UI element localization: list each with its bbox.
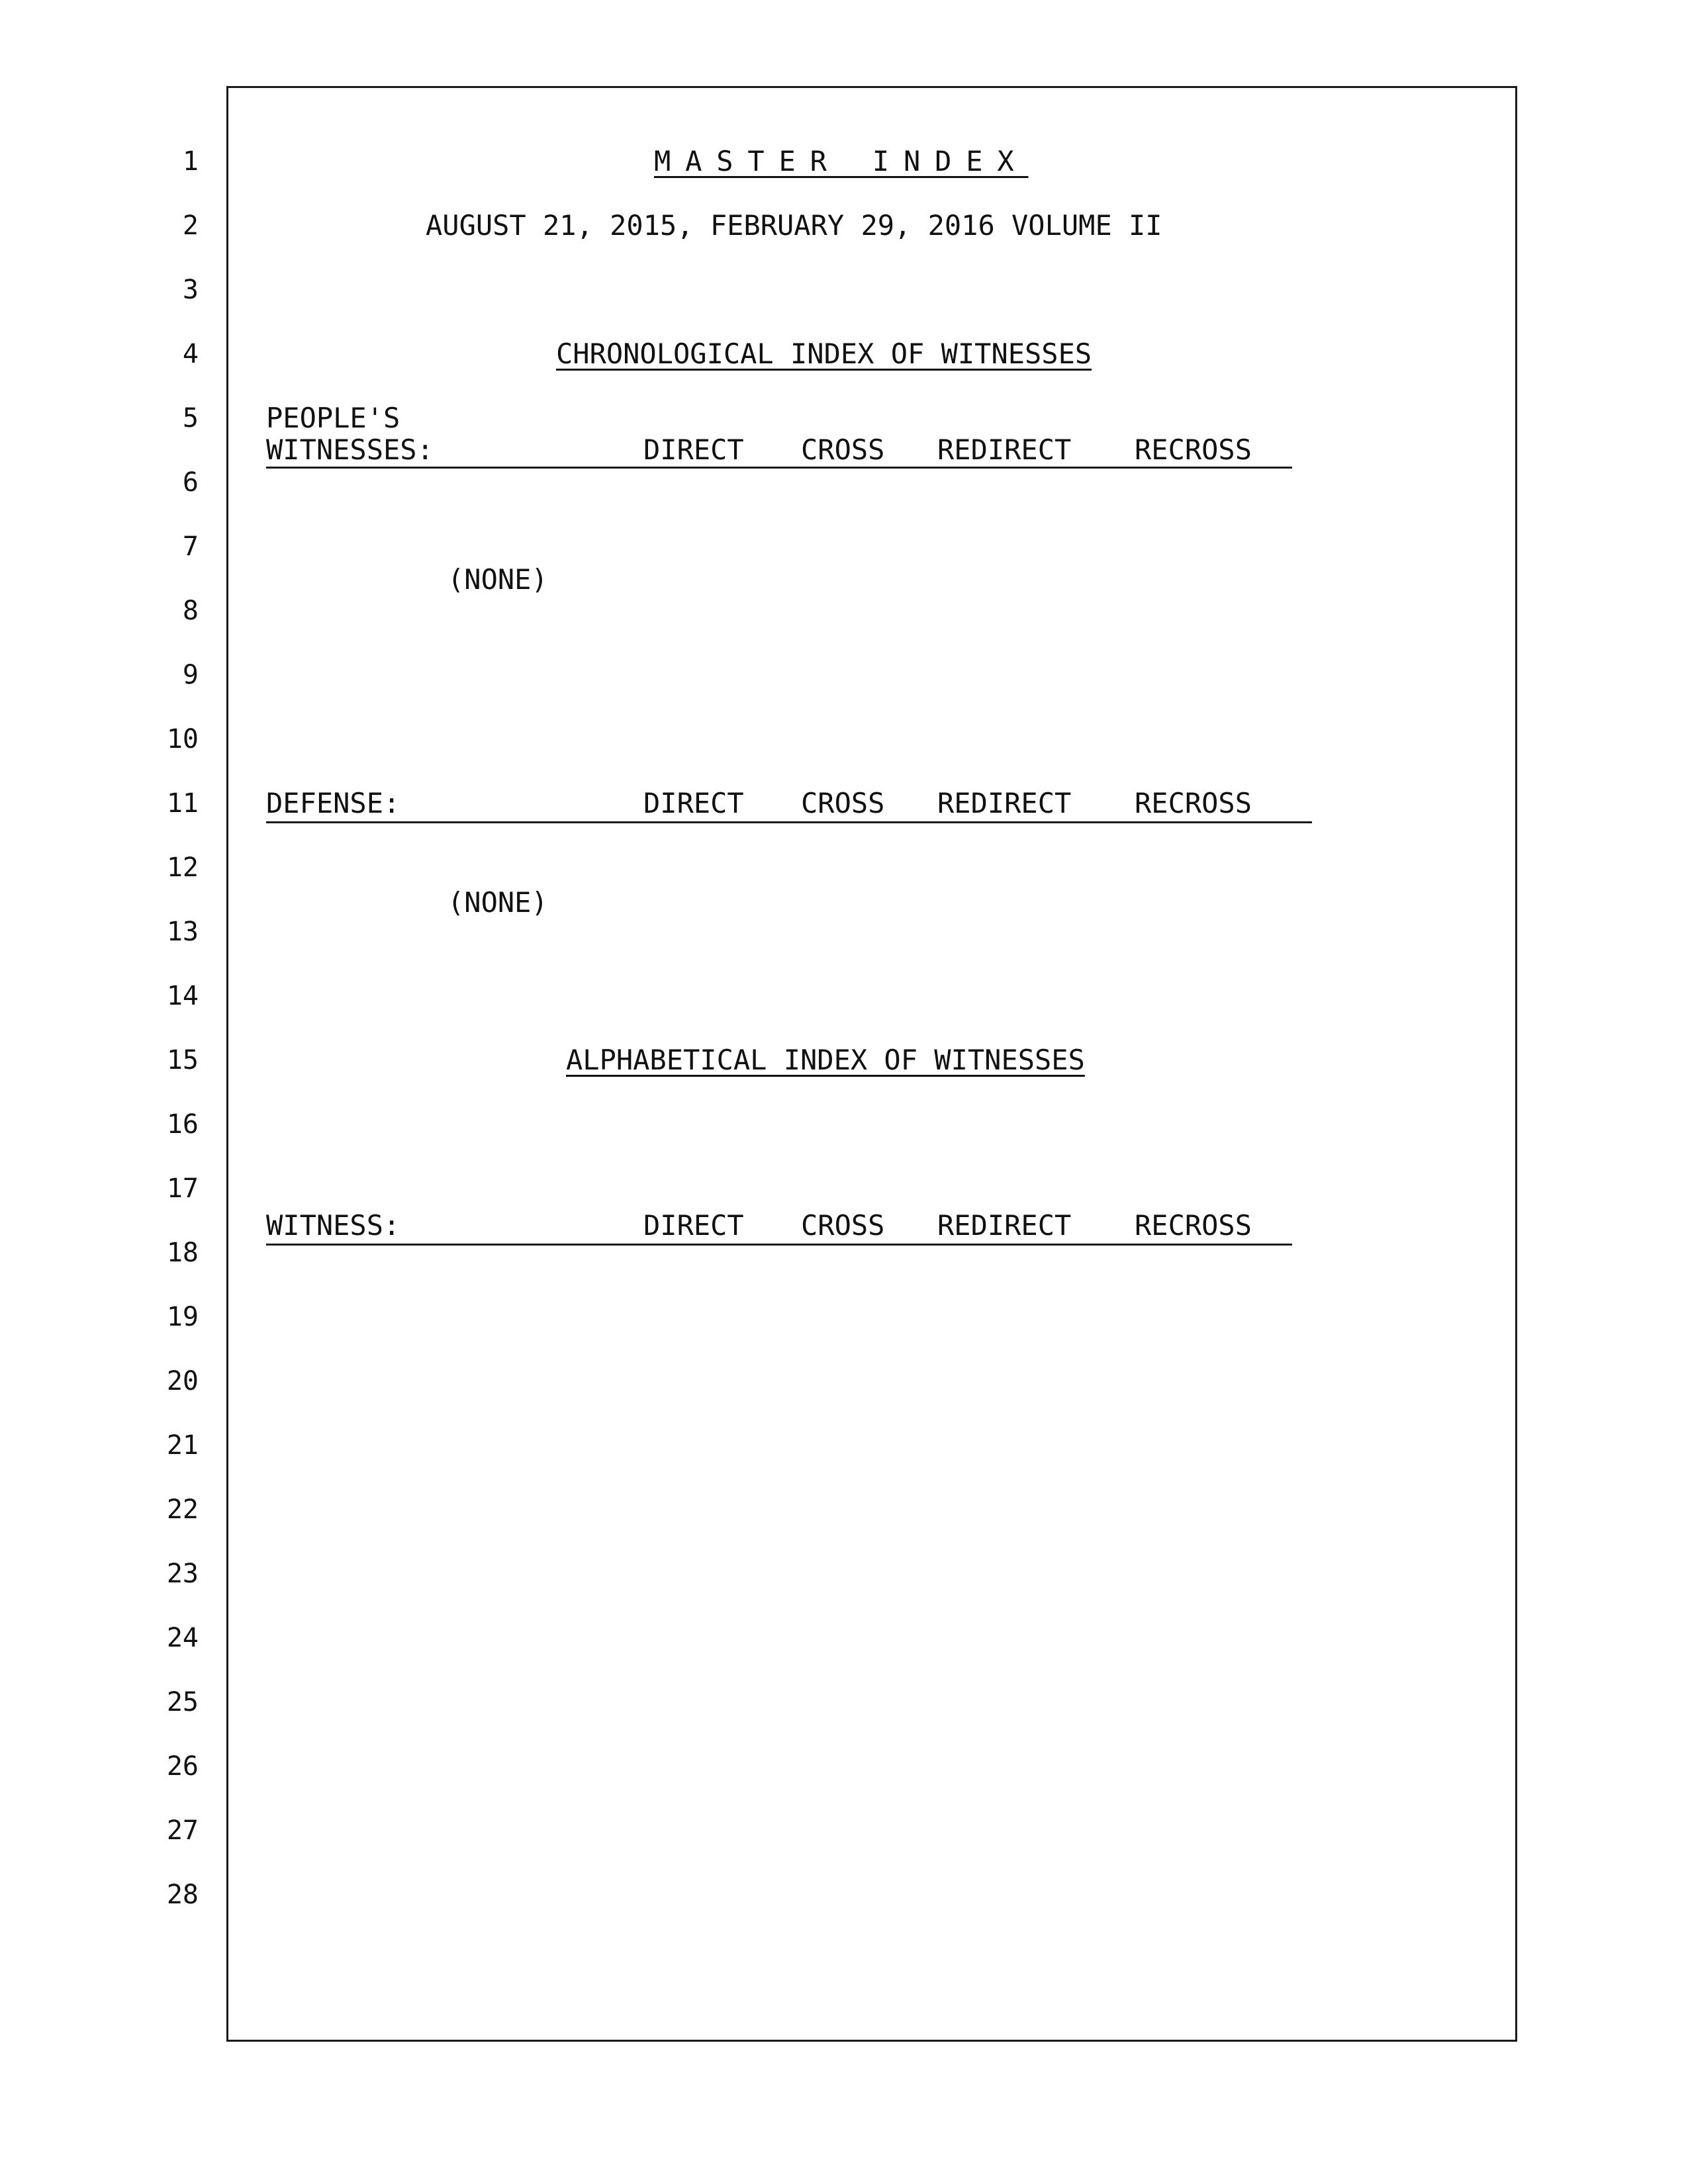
column-header-recross: RECROSS — [1135, 1209, 1252, 1242]
peoples-witnesses-label-line1: PEOPLE'S — [266, 402, 400, 434]
peoples-witnesses-entry: (NONE) — [447, 563, 548, 596]
line-number: 26 — [166, 1751, 199, 1782]
column-header-redirect: REDIRECT — [937, 787, 1072, 819]
line-number: 11 — [166, 788, 199, 819]
line-number: 18 — [166, 1238, 199, 1268]
line-number: 1 — [182, 146, 199, 177]
line-number: 23 — [166, 1559, 199, 1589]
line-number: 8 — [182, 596, 199, 626]
column-header-redirect: REDIRECT — [937, 433, 1072, 466]
column-header-direct: DIRECT — [643, 433, 744, 466]
line-number: 25 — [166, 1687, 199, 1717]
chronological-index-heading: CHRONOLOGICAL INDEX OF WITNESSES — [556, 338, 1092, 370]
peoples-witnesses-label-line2: WITNESSES: — [266, 433, 434, 466]
line-number: 22 — [166, 1494, 199, 1525]
line-number: 15 — [166, 1045, 199, 1075]
line-number: 20 — [166, 1366, 199, 1396]
column-header-recross: RECROSS — [1135, 433, 1252, 466]
alphabetical-index-heading: ALPHABETICAL INDEX OF WITNESSES — [566, 1044, 1085, 1076]
column-header-cross: CROSS — [801, 787, 885, 819]
line-number: 7 — [182, 531, 199, 562]
line-number: 2 — [182, 210, 199, 241]
line-number: 27 — [166, 1815, 199, 1846]
line-number: 16 — [166, 1109, 199, 1140]
line-number: 13 — [166, 917, 199, 947]
line-number: 6 — [182, 467, 199, 498]
line-number: 21 — [166, 1430, 199, 1461]
peoples-witnesses-rule — [266, 467, 1292, 469]
column-header-direct: DIRECT — [643, 1209, 744, 1242]
document-title: MASTER INDEX — [654, 145, 1029, 177]
defense-witnesses-label: DEFENSE: — [266, 787, 400, 819]
column-header-redirect: REDIRECT — [937, 1209, 1072, 1242]
defense-witnesses-entry: (NONE) — [447, 886, 548, 919]
column-header-recross: RECROSS — [1135, 787, 1252, 819]
line-number: 24 — [166, 1623, 199, 1653]
line-number: 4 — [182, 339, 199, 369]
column-header-direct: DIRECT — [643, 787, 744, 819]
column-header-cross: CROSS — [801, 1209, 885, 1242]
defense-witnesses-rule — [266, 821, 1312, 823]
line-number: 5 — [182, 403, 199, 433]
line-number: 3 — [182, 275, 199, 305]
line-number: 10 — [166, 724, 199, 754]
line-number: 14 — [166, 981, 199, 1011]
column-header-cross: CROSS — [801, 433, 885, 466]
hearing-dates: AUGUST 21, 2015, FEBRUARY 29, 2016 VOLUME II — [426, 209, 1162, 242]
witness-rule — [266, 1244, 1292, 1246]
witness-label: WITNESS: — [266, 1209, 400, 1242]
line-number: 9 — [182, 660, 199, 690]
line-number: 28 — [166, 1880, 199, 1910]
line-number: 12 — [166, 852, 199, 883]
line-number: 17 — [166, 1173, 199, 1204]
line-number: 19 — [166, 1302, 199, 1332]
